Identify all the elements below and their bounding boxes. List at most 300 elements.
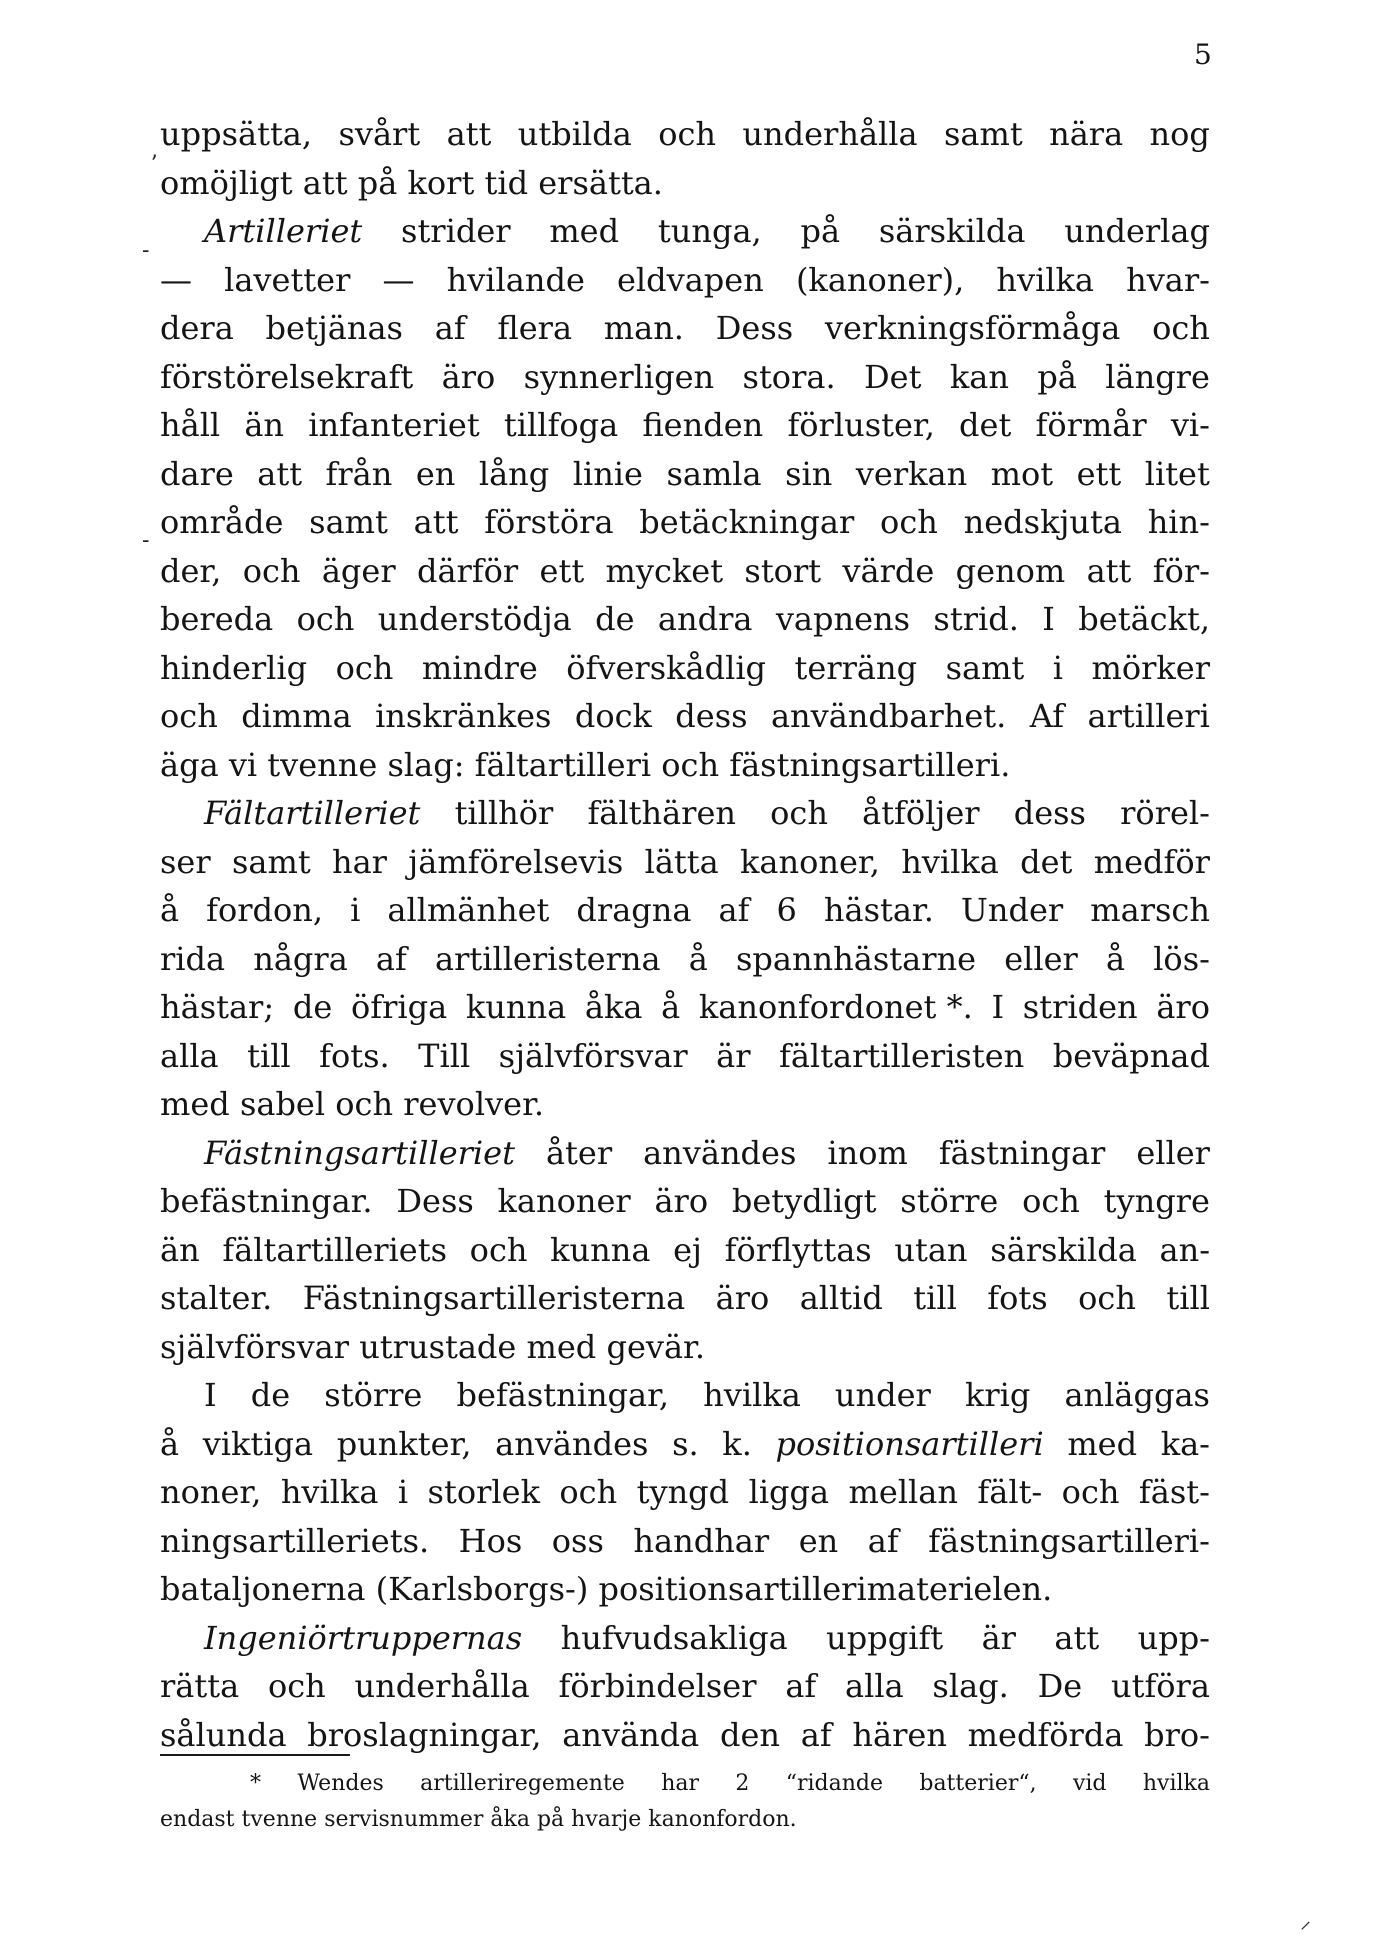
word: tyngd [636,1473,730,1511]
word: lös- [1153,939,1210,978]
text-line [160,1517,1210,1566]
text-line [160,401,1210,450]
footnote-rule [160,1754,350,1756]
text-line [160,450,1210,499]
text-line [160,595,1210,644]
word: än [160,1230,200,1269]
word: och [658,115,716,153]
word: medförda [967,1715,1124,1754]
word: tid [484,163,529,202]
word: på [1037,357,1077,396]
word: inskränkes [375,697,552,735]
word: slag. [932,1667,1009,1705]
word: synnerligen [523,357,715,396]
word: samla [666,454,762,493]
word: underhålla [354,1667,530,1705]
word: och [242,551,301,590]
word: förluster, [787,406,935,444]
word: k. [722,1424,752,1463]
text-line [160,741,1210,790]
word: äro [441,357,496,396]
word: dimma [241,697,352,735]
word: utföra [1110,1667,1210,1705]
word: s. [672,1424,699,1463]
word: än [244,406,285,444]
word: och [770,794,828,832]
word: af [867,1521,899,1560]
word: anläggas [1064,1376,1210,1414]
word: öfriga [350,988,448,1026]
word: längre [1105,357,1210,396]
word: och [335,1085,394,1123]
text-line [160,1565,1210,1614]
word: striden [1022,988,1138,1026]
text-line [160,1323,1210,1372]
word: är [716,1036,751,1075]
word: rörel- [1120,794,1210,832]
word: underhålla [742,115,918,153]
word: att [1086,551,1132,590]
word: åka [490,1807,530,1832]
word: att [302,163,348,202]
word: kunna [550,1230,651,1269]
body-text [160,110,1210,1759]
word: servisnummer [324,1807,484,1832]
word: ej [673,1230,702,1269]
text-line [160,547,1210,596]
word: större [324,1376,423,1414]
word: till [913,1279,957,1317]
word: tvenne [267,745,378,784]
word: spannhästarne [735,939,977,978]
word: användes [643,1133,797,1172]
word: till [247,1036,291,1075]
text-line [160,110,1210,159]
word: fienden [642,406,764,444]
word: och [1078,1279,1136,1317]
word: bereda [160,600,274,638]
word: har [661,1771,699,1796]
word: och [469,1230,528,1269]
word: åka [584,988,643,1026]
word: tillfoga [503,406,619,444]
word: mellan [848,1473,958,1511]
word: vi- [1170,406,1210,444]
word: alla [845,1667,904,1705]
word: uppsätta, [160,115,313,153]
word: kanoner, [740,842,880,881]
word: artilleri [1087,697,1210,735]
word: mindre [421,648,538,687]
text-line [160,1177,1210,1226]
word: det [959,406,1012,444]
word: äro [654,1182,709,1220]
word: — [160,260,192,299]
word: af [434,309,466,347]
word: lätta [644,842,719,881]
word: det [1020,842,1073,881]
word: inom [827,1133,908,1172]
word: hästar. [823,891,934,929]
word: alla [160,1036,219,1075]
word: utan [894,1230,968,1269]
word: befästningar, [456,1376,670,1414]
word: oss [551,1521,604,1560]
word: Till [418,1036,471,1075]
word: å [160,1424,180,1463]
word: noner, [160,1473,262,1511]
word: de [292,988,333,1026]
text-line [160,692,1210,741]
word: jämförelsevis [408,842,624,881]
word: självförsvar [160,1327,350,1366]
word: upp- [1137,1618,1210,1657]
word: nedskjuta [963,503,1122,541]
text-line [160,1226,1210,1275]
word: stalter. [160,1279,273,1317]
word: hvilka [280,1473,379,1511]
word: dragna [576,891,692,929]
text-line [160,159,1210,208]
word: hvarje [571,1807,642,1832]
text-line [160,1129,1210,1178]
text-line [160,1420,1210,1469]
word: bro- [1144,1715,1210,1754]
margin-mark: - [142,238,150,263]
text-line [160,1274,1210,1323]
text-line [160,1371,1210,1420]
word: verkningsförmåga [824,309,1121,347]
word: utbilda [517,115,632,153]
word: broslagningar, [307,1715,542,1754]
word: betydligt [731,1182,877,1220]
word: å [688,939,708,978]
word: utrustade [359,1327,517,1366]
word: använda [562,1715,700,1754]
word: Fästningsartilleristerna [302,1279,686,1317]
word: och [661,745,720,784]
word: De [1037,1667,1083,1705]
word: rida [160,939,226,978]
word: revolver. [403,1085,545,1123]
word: samt [945,648,1025,687]
word: storlek [427,1473,540,1511]
margin-mark: - [142,528,150,553]
footnote-line [160,1766,1210,1802]
word: (kanoner), [795,260,965,299]
word: fältartilleri [474,745,652,784]
word: en [798,1521,839,1560]
word: fots [987,1279,1048,1317]
text-line [160,935,1210,984]
text-line [160,353,1210,402]
word: från [325,454,393,493]
word: de [250,1376,291,1414]
word: lavetter [224,260,351,299]
word: förbindelser [558,1667,757,1705]
text-line [160,644,1210,693]
word: Hos [458,1521,523,1560]
word: eldvapen [616,260,764,299]
word: underlag [1064,212,1210,250]
word: å [661,988,681,1026]
word: fästningsartilleri- [928,1521,1210,1560]
word: man. [603,309,684,347]
word: viktiga [202,1424,314,1463]
word: endast [160,1807,235,1832]
word: stora. [742,357,836,396]
word: självförsvar [498,1036,688,1075]
word: är [981,1618,1016,1657]
text-line [160,1614,1210,1663]
word: 6 [776,891,797,929]
word: dock [574,697,652,735]
word: kunna [465,988,567,1026]
word: äro [715,1279,770,1317]
text-line [160,1468,1210,1517]
text-line [160,886,1210,935]
word: fots. [319,1036,390,1075]
word: att [413,503,459,541]
footnote-line [160,1802,1210,1838]
word: nog [1149,115,1210,153]
word: förmår [1035,406,1147,444]
word: Artilleriet [204,212,363,250]
word: befästningar. [160,1182,373,1220]
word: förstörelsekraft [160,357,414,396]
word: hvilka [901,842,999,881]
word: flera [497,309,573,347]
word: ett [539,551,585,590]
word: an- [1159,1230,1210,1269]
word: svårt [338,115,421,153]
word: medför [1093,842,1210,881]
word: på [536,1807,565,1832]
word: och [296,600,355,638]
word: Wendes [297,1771,384,1796]
word: att [1054,1618,1100,1657]
word: I [1042,600,1055,638]
word: åtföljer [862,794,980,832]
word: i [350,891,361,929]
word: de [595,600,635,638]
word: artilleristerna [434,939,661,978]
word: hufvudsakliga [560,1618,788,1657]
word: hinderlig [160,648,308,687]
word: hvilka [1142,1771,1210,1796]
word: * [250,1771,261,1796]
word: förstöra [484,503,614,541]
word: en [415,454,456,493]
word: äro [1156,988,1210,1026]
word: fordon, [206,891,324,929]
word: allmänhet [387,891,550,929]
word: och [559,1473,618,1511]
word: fältartilleristen [779,1036,1025,1075]
word: af [375,939,407,978]
word: 2 [735,1771,750,1796]
word: särskilda [878,212,1026,250]
word: tvenne [241,1807,318,1832]
word: tyngre [1103,1182,1210,1220]
word: punkter, [336,1424,472,1463]
word: Dess [396,1182,474,1220]
word: ersätta. [538,163,663,202]
word: I [204,1376,217,1414]
word: rätta [160,1667,240,1705]
word: strid. [933,600,1019,638]
word: I [991,988,1005,1026]
word: att [257,454,303,493]
word: för- [1152,551,1210,590]
word: fästningsartilleri. [729,745,1011,784]
word: öfverskådlig [566,648,767,687]
word: mycket [605,551,724,590]
word: samt [309,503,388,541]
text-line [160,256,1210,305]
word: af [785,1667,817,1705]
word: eller [1004,939,1078,978]
word: verkan [855,454,968,493]
text-line [160,207,1210,256]
word: dess [675,697,748,735]
text-line [160,983,1210,1032]
word: understödja [377,600,572,638]
word: betäckningar [639,503,855,541]
word: hin- [1147,503,1210,541]
word: och [335,648,394,687]
word: äga [160,745,219,784]
word: der, [160,551,222,590]
word: tunga, [657,212,762,250]
word: större [900,1182,999,1220]
word: slag: [387,745,465,784]
word: genom [955,551,1066,590]
footnote [160,1766,1210,1838]
word: hvilka [996,260,1094,299]
word: af [800,1715,832,1754]
word: område [160,503,284,541]
word: — [382,260,415,299]
text-line [160,498,1210,547]
word: litet [1144,454,1210,493]
word: handhar [633,1521,770,1560]
word: andra [657,600,753,638]
word: sabel [239,1085,326,1123]
word: hären [852,1715,947,1754]
word: lång [478,454,550,493]
word: i [397,1473,409,1511]
word: dare [160,454,234,493]
word: med [526,1327,597,1366]
word: mörker [1091,648,1210,687]
word: Af [1029,697,1065,735]
word: kort [407,163,475,202]
word: strider [401,212,511,250]
word: samt [943,115,1023,153]
word: ka- [1160,1424,1210,1463]
word: tillhör [454,794,554,832]
word: kan [949,357,1009,396]
word: uppgift [826,1618,944,1657]
word: med [160,1085,230,1123]
margin-mark: ʼ [150,152,157,177]
word: åter [545,1133,613,1172]
word: positionsartilleri [775,1424,1044,1463]
word: Dess [715,309,794,347]
word: kanonfordon. [648,1807,797,1832]
word: till [1166,1279,1210,1317]
word: värde [842,551,935,590]
word: dera [160,309,234,347]
word: förflyttas [724,1230,872,1269]
word: och [1152,309,1210,347]
word: kanonfordonet *. [698,988,973,1026]
word: och [160,697,218,735]
word: och [1061,1473,1120,1511]
word: af [718,891,750,929]
word: Under [960,891,1064,929]
word: ser [160,842,211,881]
word: positionsartillerimaterielen. [598,1570,1053,1608]
word: Ingeniörtruppernas [204,1618,523,1657]
word: terräng [794,648,918,687]
word: hvilka [703,1376,801,1414]
page-number: 5 [1194,38,1212,71]
word: med [1067,1424,1138,1463]
text-line [160,1080,1210,1129]
word: ningsartilleriets. [160,1521,430,1560]
word: hvar- [1126,260,1210,299]
margin-mark: ⸝ [1300,1909,1312,1934]
text-line [160,1662,1210,1711]
word: under [834,1376,931,1414]
word: “ridande [785,1771,883,1796]
word: håll [160,406,221,444]
word: fäst- [1138,1473,1210,1511]
word: Fästningsartilleriet [204,1133,515,1172]
word: marsch [1090,891,1210,929]
word: å [1105,939,1126,978]
word: fälthären [587,794,736,832]
word: några [253,939,348,978]
text-line [160,1032,1210,1081]
word: infanteriet [308,406,480,444]
word: hästar; [160,988,275,1026]
word: därför [416,551,519,590]
word: med [549,212,620,250]
word: och [880,503,938,541]
word: krig [964,1376,1031,1414]
word: mot [990,454,1054,493]
word: vapnens [775,600,911,638]
word: användes [495,1424,649,1463]
word: har [331,842,387,881]
text-line [160,1711,1210,1760]
word: hvilande [446,260,585,299]
word: på [357,163,398,202]
word: å [160,891,180,929]
word: linie [572,454,643,493]
text-line [160,789,1210,838]
word: beväpnad [1052,1036,1210,1075]
word: användbarhet. [770,697,1007,735]
word: gevär. [606,1327,705,1366]
word: samt [231,842,311,881]
word: Det [864,357,922,396]
word: kanoner [497,1182,631,1220]
word: fältartilleriets [222,1230,447,1269]
